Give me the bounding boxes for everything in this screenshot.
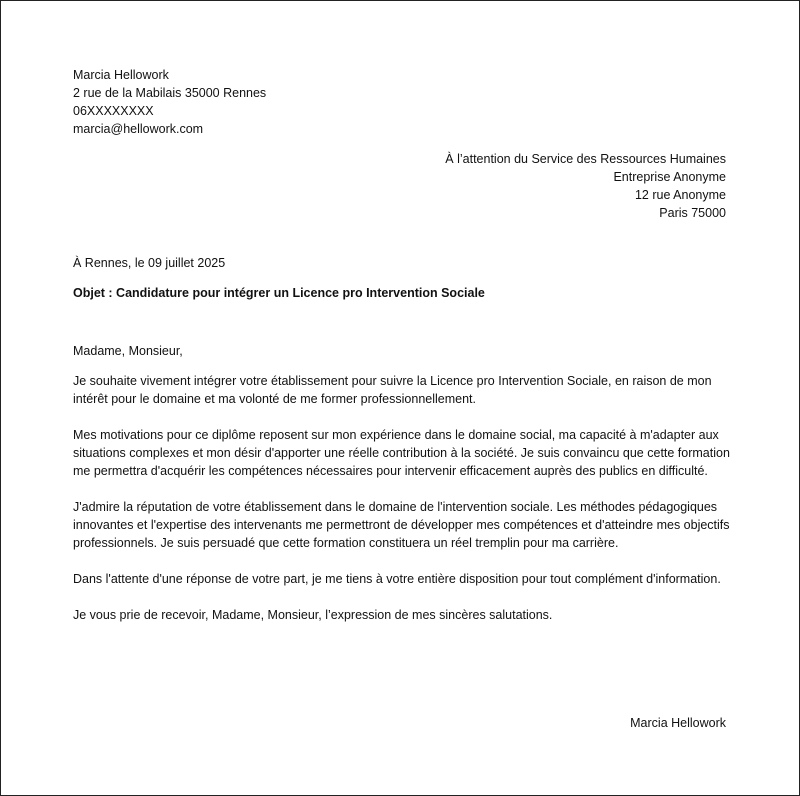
body-paragraph: Mes motivations pour ce diplôme reposent sur mon expérience dans le domaine social, ma capacité à m'adapter aux situations complexes et mon désir d'apporter une réelle contribution à la société. Je suis convaincu que cette formation me permettra d'acquérir les compétences nécessaires pour intervenir efficacement auprès des publics en difficulté.	[73, 428, 730, 478]
sender-address: 2 rue de la Mabilais 35000 Rennes	[73, 86, 267, 100]
closing-paragraph: Je vous prie de recevoir, Madame, Monsieur, l’expression de mes sincères salutations.	[73, 608, 553, 622]
sender-phone: 06XXXXXXXX	[73, 104, 154, 118]
recipient-company: Entreprise Anonyme	[613, 170, 726, 184]
recipient-city: Paris 75000	[659, 206, 726, 220]
body-paragraph: Je souhaite vivement intégrer votre établissement pour suivre la Licence pro Intervention Sociale, en raison de mon intérêt pour le domaine et ma volonté de me former professionnellement.	[73, 374, 712, 406]
date-line: À Rennes, le 09 juillet 2025	[73, 256, 226, 270]
body-paragraph: J'admire la réputation de votre établissement dans le domaine de l'intervention sociale. Les méthodes pédagogiques innovantes et l'expertise des intervenants me permettront de développer mes compétences et d'atteindre mes objectifs professionnels. Je suis persuadé que cette formation constituera un réel tremplin pour ma carrière.	[73, 500, 730, 550]
recipient-street: 12 rue Anonyme	[634, 188, 726, 202]
recipient-attention: À l’attention du Service des Ressources Humaines	[445, 152, 726, 166]
body-paragraph: Dans l'attente d'une réponse de votre part, je me tiens à votre entière disposition pour tout complément d'information.	[73, 572, 721, 586]
sender-name: Marcia Hellowork	[73, 68, 169, 82]
sender-email: marcia@hellowork.com	[73, 122, 204, 136]
salutation: Madame, Monsieur,	[73, 344, 183, 358]
signature: Marcia Hellowork	[630, 716, 726, 730]
subject-line: Objet : Candidature pour intégrer un Licence pro Intervention Sociale	[73, 286, 485, 300]
letter-body	[73, 372, 733, 642]
sender-block	[73, 66, 266, 138]
recipient-block	[445, 150, 726, 222]
